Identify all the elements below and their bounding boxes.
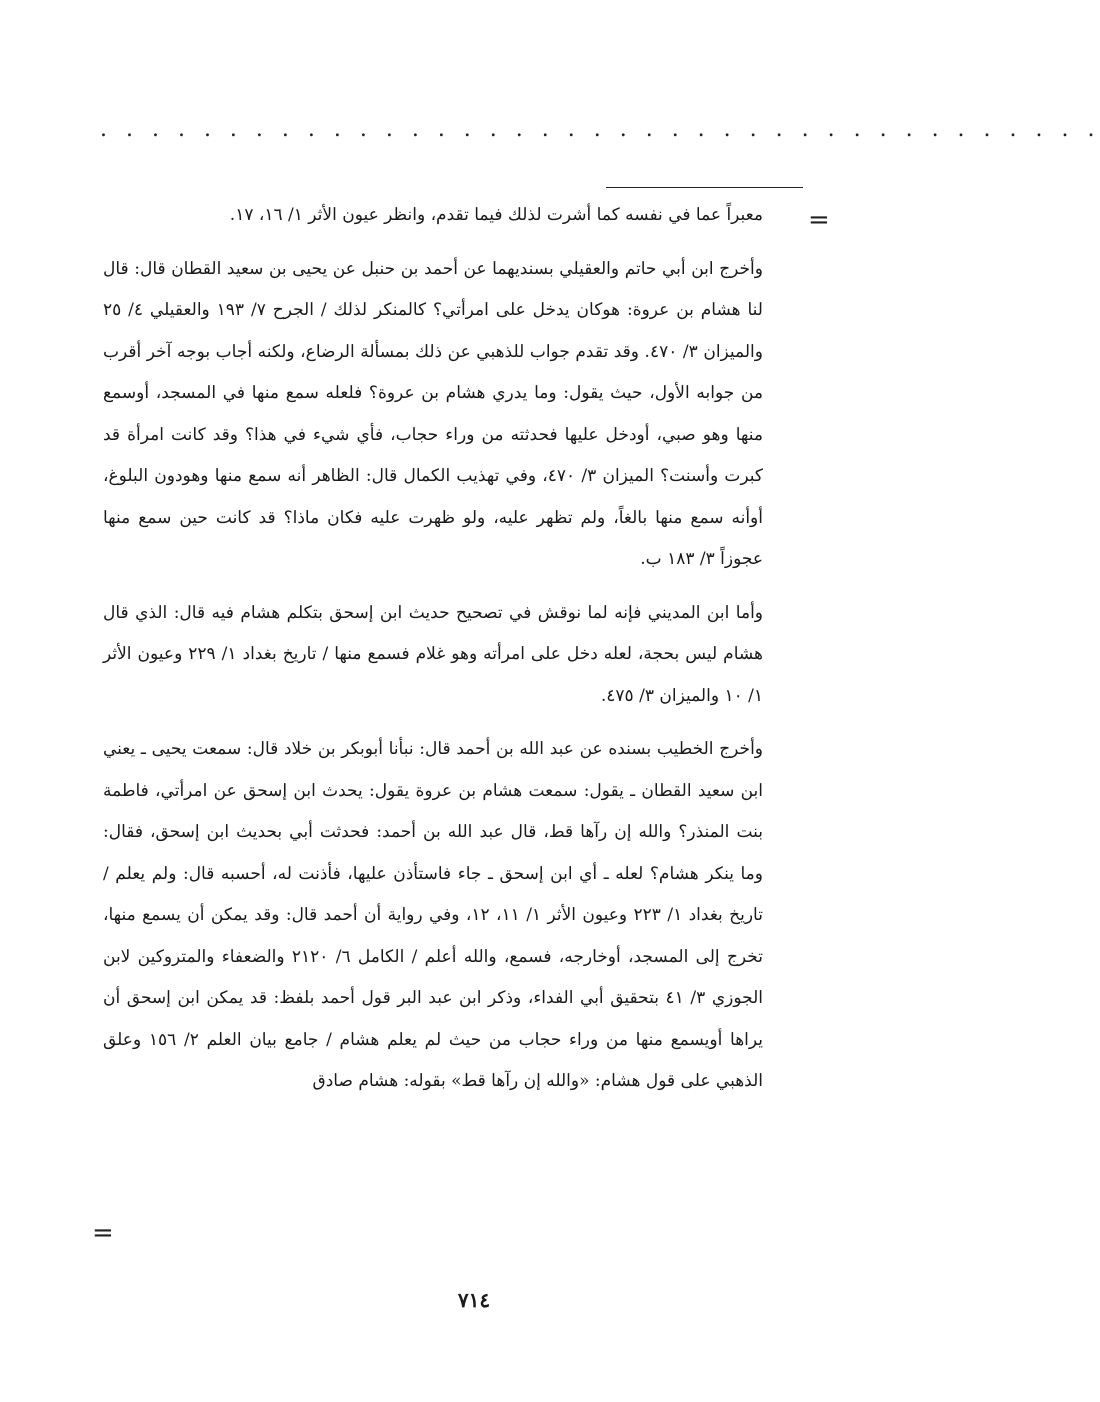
footnote-paragraph: معبراً عما في نفسه كما أشرت لذلك فيما تقدم، وانظر عيون الأثر ١/ ١٦، ١٧. [229, 205, 763, 225]
footnote-separator-dots: . . . . . . . . . . . . . . . . . . . . . . . . . . . . . . . . . . . . . . . [100, 117, 1100, 142]
page-number: ٧١٤ [457, 1288, 491, 1312]
continuation-mark-top: = [808, 205, 830, 235]
footnote-paragraph: وأما ابن المديني فإنه لما نوقش في تصحيح حديث ابن إسحق بتكلم هشام فيه قال: الذي قال هشام ليس بحجة، لعله دخل على امرأته وهو غلام فسمع منها / تاريخ بغداد ١/ ٢٢٩ وعيون الأثر ١/ ١٠ والميزان ٣/ ٤٧٥. [103, 602, 764, 706]
footnote-paragraph: وأخرج ابن أبي حاتم والعقيلي بسنديهما عن أحمد بن حنبل عن يحيى بن سعيد القطان قال: قال لنا هشام بن عروة: هوكان يدخل على امرأتي؟ كالمنكر لذلك / الجرح ٧/ ١٩٣ والعقيلي ٤/ ٢٥ والميزان ٣/ ٤٧٠. وقد تقدم جواب للذهبي عن ذلك بمسألة الرضاع، ولكنه أجاب بوجه آخر أقرب من جوابه الأول، حيث يقول: وما يدري هشام بن عروة؟ فلعله سمع منها في المسجد، أوسمع منها وهو صبي، أودخل عليها فحدثته من وراء حجاب، فأي شيء في هذا؟ وقد كانت امرأة قد كبرت وأسنت؟ الميزان ٣/ ٤٧٠، وفي تهذيب الكمال قال: الظاهر أنه سمع منها وهودون البلوغ، أوأنه سمع منها بالغاً، ولم تظهر عليه، ولو ظهرت عليه فكان ماذا؟ قد كانت حين سمع منها عجوزاً ٣/ ١٨٣ ب. [103, 258, 763, 569]
footnote-paragraph: وأخرج الخطيب بسنده عن عبد الله بن أحمد قال: نبأنا أبوبكر بن خلاد قال: سمعت يحيى ـ يعني ابن سعيد القطان ـ يقول: سمعت هشام بن عروة يقول: يحدث ابن إسحق عن امرأتي، فاطمة بنت المنذر؟ والله إن رآها قط، قال عبد الله بن أحمد: فحدثت أبي بحديث ابن إسحق، فقال: وما ينكر هشام؟ لعله ـ أي ابن إسحق ـ جاء فاستأذن عليها، فأذنت له، أحسبه قال: ولم يعلم / تاريخ بغداد ١/ ٢٢٣ وعيون الأثر ١/ ١١، ١٢، وفي رواية أن أحمد قال: وقد يمكن أن يسمع منها، تخرج إلى المسجد، أوخارجه، فسمع، والله أعلم / الكامل ٦/ ٢١٢٠ والضعفاء والمتروكين لابن الجوزي ٣/ ٤١ بتحقيق أبي الفداء، وذكر ابن عبد البر قول أحمد بلفظ: قد يمكن ابن إسحق أن يراها أويسمع منها من وراء حجاب من حيث لم يعلم هشام / جامع بيان العلم ٢/ ١٥٦ وعلق الذهبي على قول هشام: «والله إن رآها قط» بقوله: هشام صادق [103, 739, 764, 1091]
footnote-rule [606, 187, 803, 188]
footnotes-block [103, 195, 763, 1115]
continuation-mark-bottom: = [92, 1218, 114, 1248]
